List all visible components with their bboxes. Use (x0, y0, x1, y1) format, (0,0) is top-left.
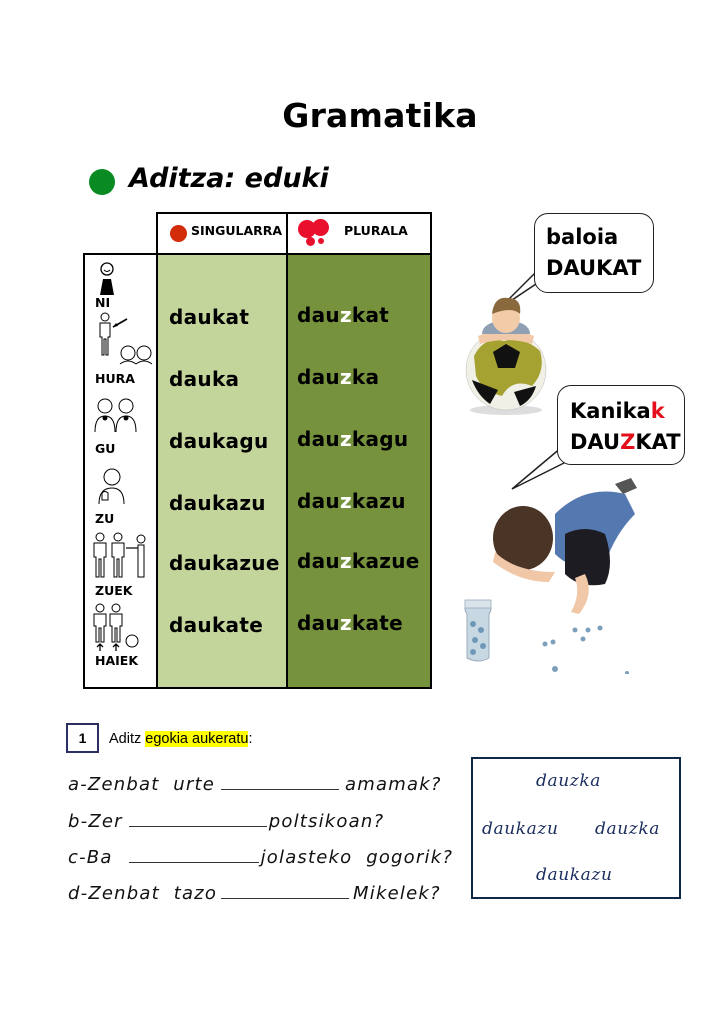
pronoun-label: NI (95, 295, 111, 310)
sentence-start: b-Zer (68, 811, 123, 832)
conjugation-table (83, 253, 432, 689)
section-title: Aditza: eduki (129, 162, 329, 194)
pronoun-column (85, 255, 158, 687)
plural-marker-z: z (339, 489, 352, 513)
plural-marker-z: z (339, 303, 352, 327)
plural-form (297, 549, 420, 573)
bubble-line (570, 427, 684, 458)
header-plural-label: PLURALA (344, 223, 408, 238)
sentence-end: amamak? (345, 774, 442, 795)
singular-form: daukagu (169, 429, 269, 453)
single-dot-icon (170, 225, 187, 242)
multiple-dots-icon-part (318, 238, 324, 244)
plural-form (297, 489, 406, 513)
exercise-sentence-b (68, 811, 384, 832)
speech-bubble-ball (534, 213, 654, 293)
word-bank-item: daukazu (482, 819, 559, 839)
person-self-icon (97, 261, 119, 297)
singular-form: daukazu (169, 491, 266, 515)
boy-with-soccer-ball-image (460, 296, 554, 416)
plural-stem: dau (297, 427, 340, 451)
plural-form (297, 365, 379, 389)
singular-form: daukate (169, 613, 264, 637)
boy-with-marbles-image (445, 474, 705, 674)
bubble-line: baloia (546, 225, 619, 249)
header-singular (158, 214, 288, 255)
sentence-end: Mikelek? (353, 883, 441, 904)
person-pointing-icon (95, 309, 153, 365)
plural-stem: dau (297, 365, 340, 389)
multiple-dots-icon-part (312, 219, 329, 236)
plural-column (288, 255, 430, 687)
green-bullet-icon (89, 169, 115, 195)
bubble-text: DAU (570, 430, 621, 454)
plural-stem: dau (297, 303, 340, 327)
exercise-sentence-d (68, 883, 441, 904)
plural-marker-z: z (339, 427, 352, 451)
word-bank-item: dauzka (536, 771, 601, 791)
plural-ending: kate (351, 611, 404, 635)
pronoun-label: GU (95, 441, 116, 456)
singular-column (158, 255, 288, 687)
plural-marker-z: z (339, 365, 352, 389)
plural-stem: dau (297, 489, 340, 513)
pronoun-label: HURA (95, 371, 135, 386)
pronoun-label: ZUEK (95, 583, 133, 598)
singular-form: dauka (169, 367, 240, 391)
plural-stem: dau (297, 549, 340, 573)
singular-form: daukazue (169, 551, 280, 575)
exercise-number: 1 (66, 723, 99, 753)
bubble-text: KAT (635, 430, 681, 454)
bubble-line: DAUKAT (546, 256, 642, 280)
plural-ending: ka (351, 365, 380, 389)
exercise-sentence-c (68, 847, 453, 868)
sentence-start: c-Ba (68, 847, 113, 868)
answer-blank[interactable] (129, 826, 267, 827)
sentence-start: d-Zenbat tazo (68, 883, 218, 904)
header-singular-label: SINGULARRA (191, 223, 283, 238)
plural-marker-z: z (339, 549, 352, 573)
exercise-instruction (109, 731, 252, 747)
sentence-start: a-Zenbat urte (68, 774, 216, 795)
word-bank-item: daukazu (536, 865, 613, 885)
section-heading (89, 161, 329, 195)
instruction-highlight: egokia aukeratu (145, 731, 249, 747)
exercise-sentence-a (68, 774, 442, 795)
word-bank-item: dauzka (595, 819, 660, 839)
instruction-text: : (248, 731, 253, 747)
answer-blank[interactable] (221, 898, 349, 899)
pronoun-label: HAIEK (95, 653, 139, 668)
plural-form (297, 611, 403, 635)
bubble-highlight: k (650, 399, 665, 423)
speech-bubble-marbles (557, 385, 685, 465)
plural-form (297, 303, 389, 327)
header-plural (288, 214, 430, 255)
multiple-dots-icon-part (306, 237, 315, 246)
person-you-icon (97, 467, 125, 505)
page-title: Gramatika (282, 96, 478, 135)
sentence-end: jolasteko gogorik? (260, 847, 454, 868)
plural-stem: dau (297, 611, 340, 635)
pronoun-label: ZU (95, 511, 115, 526)
conjugation-table-header (156, 212, 432, 255)
bubble-text: Kanika (570, 399, 651, 423)
plural-marker-z: z (339, 611, 352, 635)
plural-ending: kat (351, 303, 390, 327)
group-addressed-icon (91, 531, 149, 579)
sentence-end: poltsikoan? (268, 811, 385, 832)
instruction-text: Aditz (109, 731, 146, 747)
plural-ending: kazu (351, 489, 406, 513)
group-others-icon (91, 603, 141, 651)
answer-blank[interactable] (129, 862, 259, 863)
bubble-highlight: Z (620, 430, 636, 454)
plural-form (297, 427, 408, 451)
two-people-self-icon (93, 397, 139, 433)
singular-form: daukat (169, 305, 250, 329)
plural-ending: kazue (351, 549, 420, 573)
plural-ending: kagu (351, 427, 409, 451)
answer-blank[interactable] (221, 789, 339, 790)
word-bank (471, 757, 681, 899)
bubble-line (570, 396, 684, 427)
